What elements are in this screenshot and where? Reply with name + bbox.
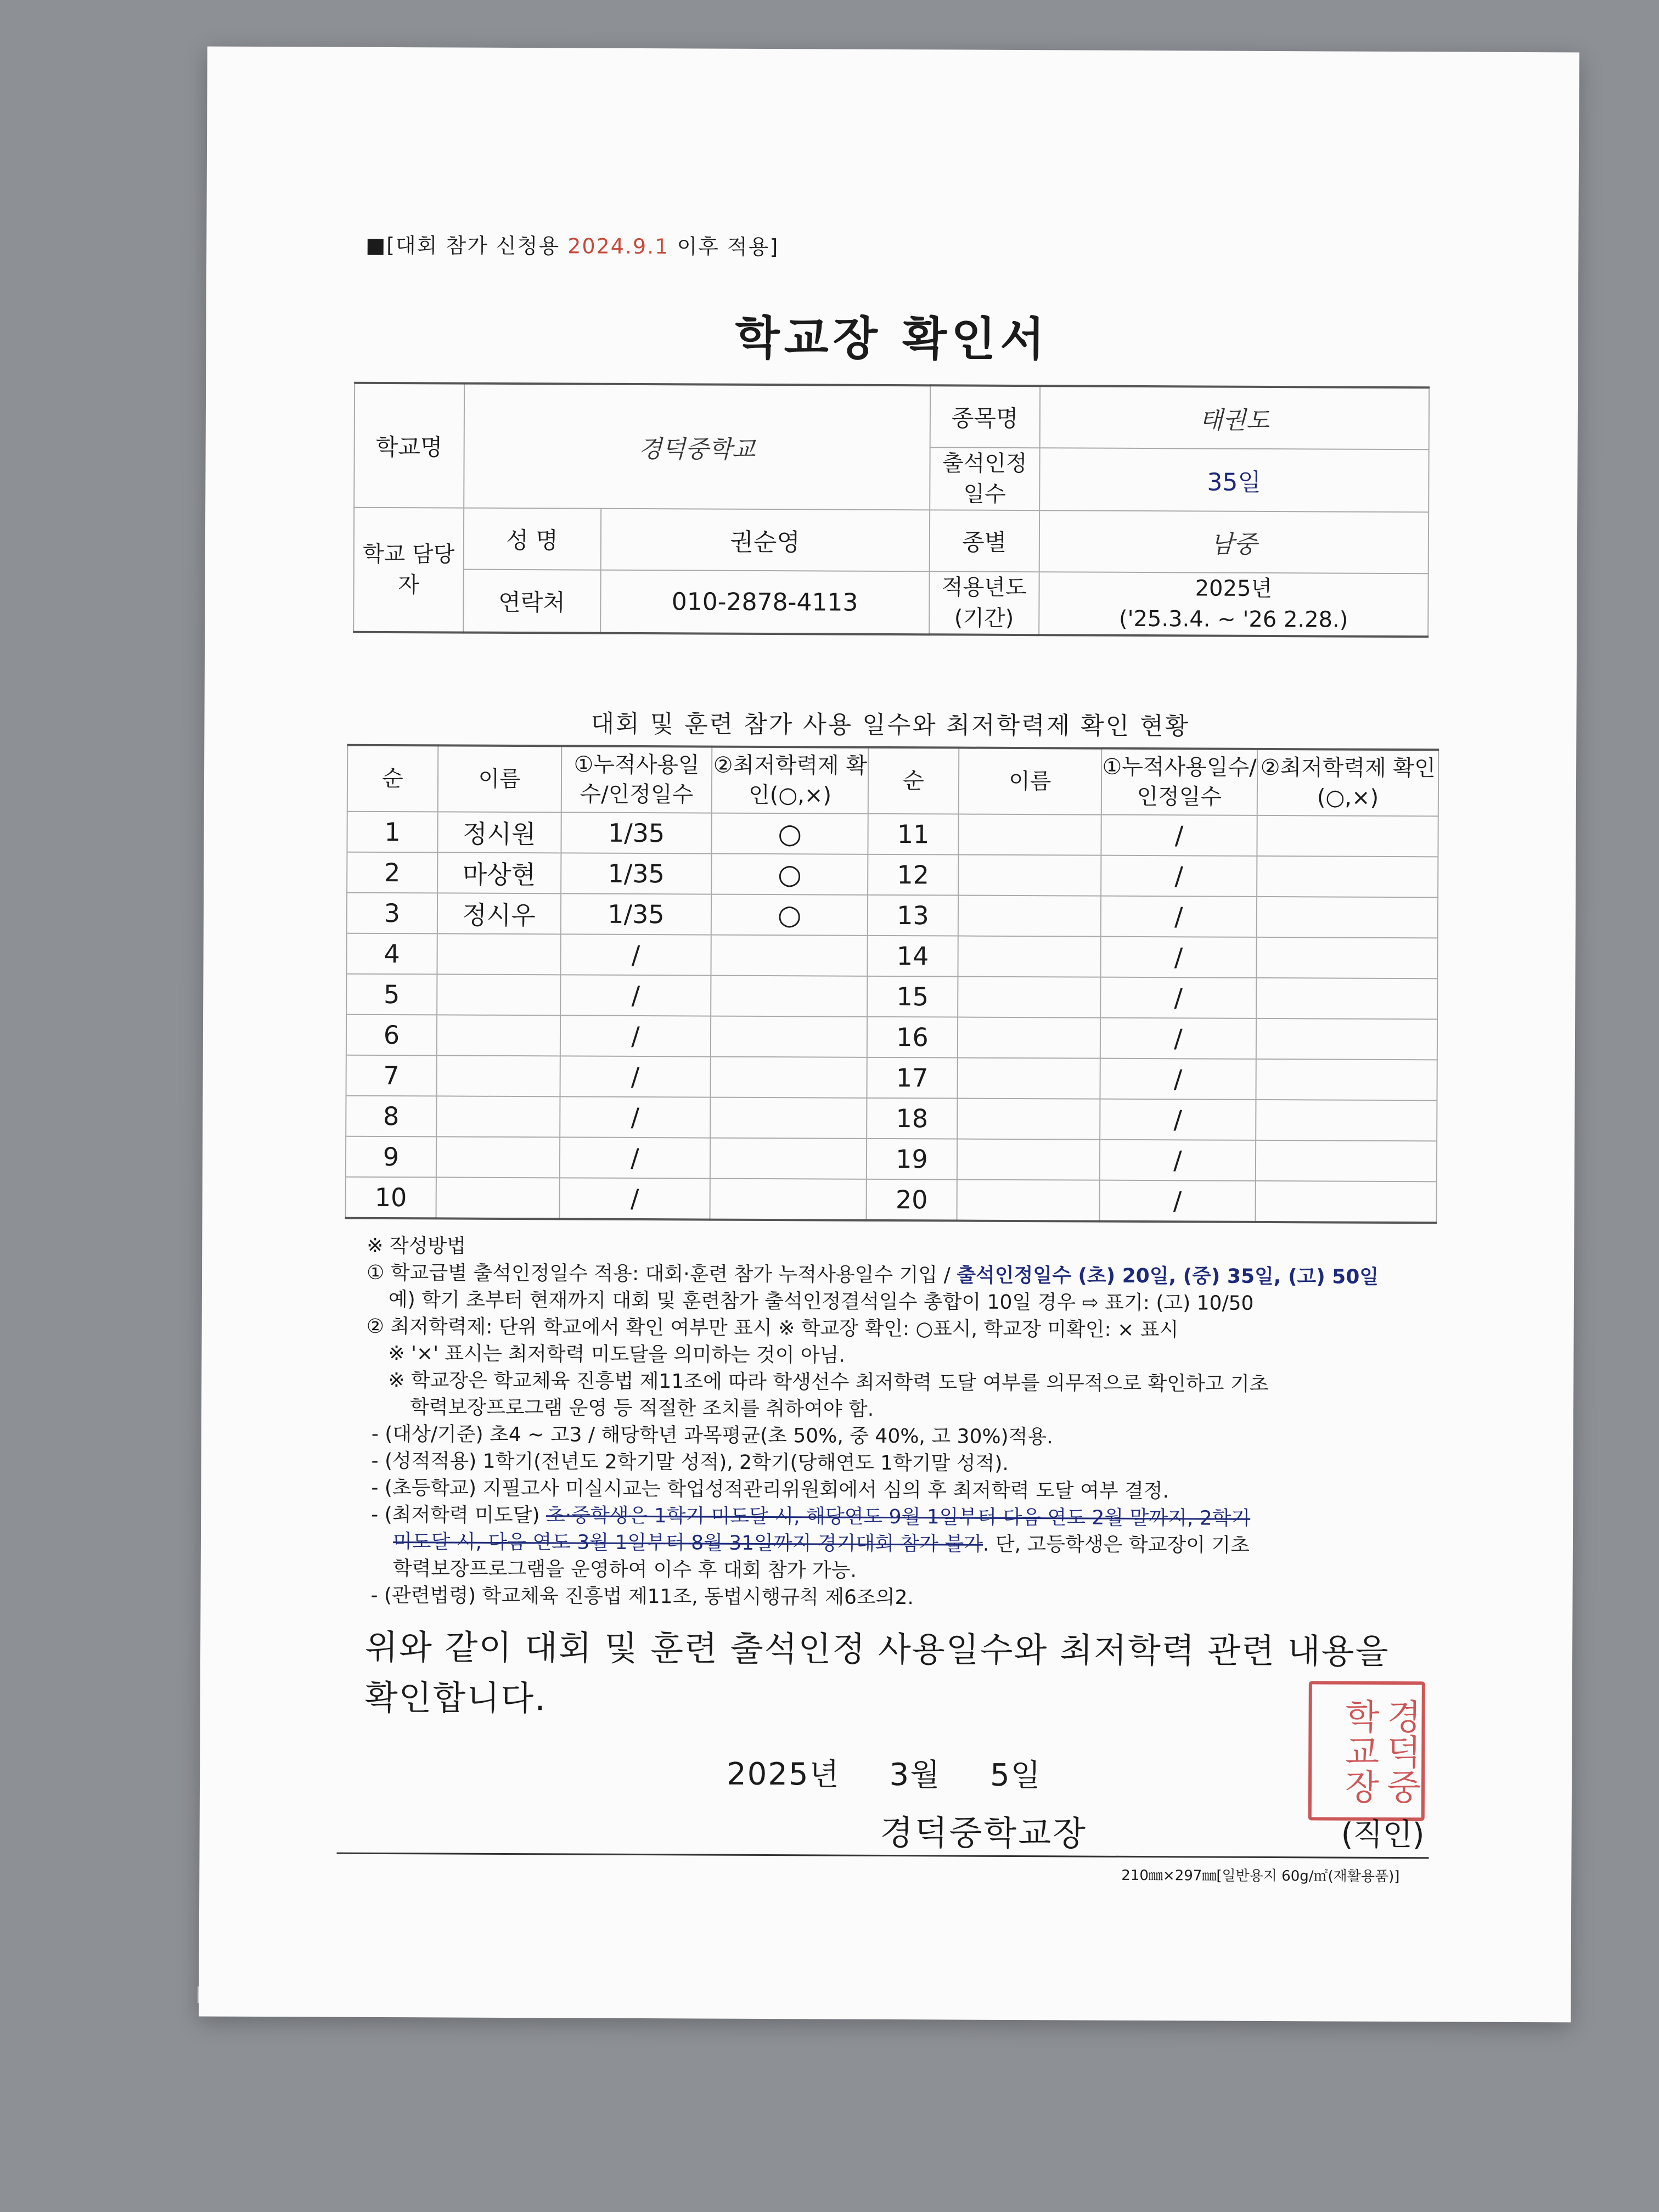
header-note-prefix: ■[대회 참가 신청용: [365, 233, 568, 258]
gender-value: 남중: [1039, 510, 1429, 573]
gender-label: 종별: [930, 510, 1039, 572]
struck-text: 초·중학생은 1학기 미도달 시, 해당연도 9월 1일부터 다음 연도 2월 말까지, 2학기: [545, 1504, 1251, 1530]
official-seal: 경덕중학교장: [1308, 1681, 1425, 1821]
col-name: 이름: [959, 748, 1101, 815]
roster-row: [347, 812, 1438, 857]
col-no: 순: [868, 747, 959, 814]
method-heading: ※ 작성방법: [367, 1234, 466, 1258]
col-no: 순: [347, 745, 438, 812]
row-check: [1256, 1059, 1437, 1100]
method-line: ※ 학교장은 학교체육 진흥법 제11조에 따라 학생선수 최저학력 도달 여부를 의무적으로 확인하고 기초: [388, 1369, 1269, 1396]
row-check: [1257, 897, 1438, 938]
name-label: 성 명: [463, 508, 600, 570]
col-name: 이름: [438, 745, 561, 812]
row-no: 16: [867, 1017, 958, 1058]
row-no: 12: [868, 854, 958, 896]
row-days: /: [560, 934, 711, 975]
school-label: 학교명: [354, 383, 464, 508]
row-check: [711, 976, 867, 1017]
row-days: /: [1101, 815, 1257, 856]
period-value: [1039, 572, 1429, 637]
row-days: /: [559, 1178, 710, 1219]
roster-heading: 대회 및 훈련 참가 사용 일수와 최저학력제 확인 현황: [591, 710, 1190, 741]
row-days: /: [1101, 855, 1257, 897]
attend-label: 출석인정 일수: [930, 447, 1039, 510]
row-check: [710, 1179, 867, 1220]
seal-note: (직인): [1341, 1816, 1425, 1853]
row-check: [1257, 856, 1438, 897]
row-no: 15: [867, 976, 958, 1017]
school-value: 경덕중학교: [464, 384, 930, 510]
row-no: 2: [347, 852, 437, 893]
row-check: [711, 1097, 867, 1139]
row-check: ○: [711, 854, 868, 895]
row-days: /: [1099, 1140, 1256, 1181]
row-check: [711, 935, 868, 976]
row-days: /: [1100, 977, 1257, 1018]
col-check: ②최저학력제 확인(○,×): [1257, 749, 1438, 816]
manager-label: 학교 담당자: [353, 508, 464, 633]
row-no: 8: [346, 1096, 436, 1137]
col-check: ②최저학력제 확인(○,×): [712, 747, 868, 814]
date-day: 5일: [989, 1757, 1042, 1794]
row-name: 마상현: [437, 852, 561, 893]
row-days: /: [560, 1096, 711, 1138]
row-days: /: [1099, 1180, 1256, 1222]
paper-spec-footer: 210㎜×297㎜[일반용지 60g/㎡(재활용품)]: [1121, 1867, 1400, 1885]
document-title: 학교장 확인서: [735, 311, 1049, 367]
method-text: . 단, 고등학생은 학교장이 기초: [982, 1533, 1250, 1557]
document-page: [199, 47, 1579, 2023]
attend-days-rule: 출석인정일수 (초) 20일, (중) 35일, (고) 50일: [957, 1264, 1379, 1288]
row-name: [958, 1017, 1100, 1059]
roster-row: [346, 1096, 1437, 1141]
row-name: [958, 896, 1101, 937]
row-check: [711, 1016, 867, 1057]
row-check: [711, 1057, 867, 1098]
row-name: 정시우: [437, 893, 561, 934]
roster-row: [347, 893, 1438, 938]
struck-text: 미도달 시, 다음 연도 3월 1일부터 8월 31일까지 경기대회 참가 불가: [392, 1530, 983, 1556]
header-note-suffix: 이후 적용]: [669, 234, 779, 260]
header-note-date: 2024.9.1: [567, 234, 670, 259]
row-check: [1256, 1018, 1437, 1060]
row-days: 1/35: [561, 812, 712, 853]
row-name: [436, 1136, 560, 1178]
row-no: 5: [346, 974, 437, 1015]
method-line: 학력보장프로그램 운영 등 적절한 조치를 취하여야 함.: [409, 1396, 874, 1421]
period-year: 2025년: [1195, 576, 1273, 602]
row-days: /: [560, 975, 711, 1016]
period-range: ('25.3.4. ~ '26 2.28.): [1118, 606, 1348, 633]
row-days: /: [560, 1015, 711, 1056]
row-days: /: [559, 1137, 710, 1178]
row-name: [436, 1055, 560, 1096]
roster-row: [346, 1055, 1437, 1101]
date-year: 2025년: [726, 1756, 840, 1793]
method-line: - (성적적용) 1학기(전년도 2학기말 성적), 2학기(당해연도 1학기말 성적).: [371, 1449, 1009, 1475]
method-line: - (대상/기준) 초4 ~ 고3 / 해당학년 과목평균(초 50%, 중 40%, 고 30%)적용.: [371, 1422, 1053, 1449]
sport-value: 태권도: [1039, 386, 1429, 449]
method-line: 예) 학기 초부터 현재까지 대회 및 훈련참가 출석인정결석일수 총합이 10일 경우 ⇨ 표기: (고) 10/50: [388, 1288, 1254, 1315]
col-days: ①누적사용일수/인정일수: [1101, 748, 1257, 815]
row-days: 1/35: [560, 893, 711, 935]
roster-row: [346, 1177, 1437, 1223]
row-days: /: [1100, 937, 1257, 978]
period-label: 적용년도 (기간): [929, 571, 1039, 635]
row-days: /: [1100, 1018, 1256, 1059]
sport-label: 종목명: [930, 385, 1040, 448]
row-name: [957, 1099, 1100, 1140]
row-days: /: [560, 1056, 711, 1097]
row-no: 17: [867, 1057, 958, 1099]
row-days: /: [1100, 896, 1257, 937]
method-line: [367, 1259, 1442, 1291]
row-name: [437, 1015, 560, 1056]
row-check: [1257, 937, 1438, 978]
writing-method: [365, 1232, 1442, 1614]
row-name: [436, 1096, 560, 1137]
row-no: 9: [346, 1136, 436, 1178]
row-days: /: [1100, 1099, 1256, 1140]
method-line: ② 최저학력제: 단위 학교에서 확인 여부만 표시 ※ 학교장 확인: ○표시, 학교장 미확인: × 표시: [366, 1315, 1179, 1342]
method-line: - (초등학교) 지필고사 미실시교는 학업성적관리위원회에서 심의 후 최저학력 도달 여부 결정.: [371, 1476, 1169, 1503]
col-days: ①누적사용일수/인정일수: [561, 746, 712, 813]
row-check: [1257, 815, 1438, 857]
row-no: 7: [346, 1055, 437, 1096]
roster-header-row: [347, 745, 1439, 817]
row-check: [1256, 978, 1437, 1019]
roster-row: [346, 933, 1437, 979]
row-name: [958, 936, 1100, 977]
row-name: [957, 1139, 1100, 1180]
method-line: ※ '×' 표시는 최저학력 미도달을 의미하는 것이 아님.: [388, 1342, 845, 1367]
issue-date: [727, 1750, 1080, 1796]
roster-table: [345, 744, 1439, 1224]
method-text: - (최저학력 미도달): [371, 1503, 547, 1527]
row-name: [957, 1180, 1099, 1222]
row-check: [1256, 1100, 1437, 1141]
row-name: 정시원: [437, 812, 561, 853]
row-name: [958, 814, 1101, 855]
row-days: 1/35: [561, 853, 712, 894]
row-name: [958, 855, 1101, 896]
row-check: ○: [711, 894, 868, 936]
row-no: 1: [347, 812, 437, 853]
row-check: [1256, 1140, 1437, 1181]
row-no: 3: [347, 893, 437, 934]
method-line: - (관련법령) 학교체육 진흥법 제11조, 동법시행규칙 제6조의2.: [370, 1584, 914, 1609]
method-line: 학력보장프로그램을 운영하여 이수 후 대회 참가 가능.: [392, 1557, 857, 1582]
row-no: 6: [346, 1015, 437, 1056]
row-check: [710, 1138, 867, 1179]
row-name: [436, 1177, 559, 1219]
contact-label: 연락처: [463, 570, 600, 633]
row-check: ○: [712, 813, 868, 854]
row-name: [437, 974, 560, 1015]
row-name: [437, 933, 560, 975]
method-line: [365, 1501, 1441, 1533]
row-no: 10: [346, 1177, 436, 1219]
roster-row: [346, 1015, 1437, 1060]
row-no: 19: [867, 1139, 957, 1180]
roster-row: [347, 852, 1438, 898]
row-check: [1256, 1181, 1437, 1223]
row-no: 14: [868, 936, 958, 977]
row-days: /: [1100, 1059, 1256, 1100]
row-no: 11: [868, 814, 959, 855]
attend-value: 35일: [1039, 448, 1429, 512]
row-no: 4: [346, 933, 437, 975]
row-no: 18: [867, 1098, 957, 1139]
contact-value: 010-2878-4113: [600, 570, 930, 635]
row-no: 20: [867, 1179, 957, 1221]
row-name: [958, 977, 1100, 1018]
name-value: 권순영: [600, 509, 930, 572]
row-no: 13: [868, 895, 958, 936]
method-line: [365, 1528, 1441, 1560]
info-table: [353, 382, 1430, 638]
signer-title: 경덕중학교장: [880, 1812, 1088, 1854]
roster-row: [346, 1136, 1437, 1182]
confirm-statement: 위와 같이 대회 및 훈련 출석인정 사용일수와 최저학력 관련 내용을 확인합니다.: [364, 1626, 1390, 1719]
row-name: [957, 1058, 1100, 1099]
method-text: ① 학교급별 출석인정일수 적용: 대회·훈련 참가 누적사용일수 기입 /: [367, 1261, 957, 1287]
header-note: [365, 228, 779, 260]
roster-row: [346, 974, 1437, 1020]
date-month: 3월: [889, 1757, 941, 1793]
